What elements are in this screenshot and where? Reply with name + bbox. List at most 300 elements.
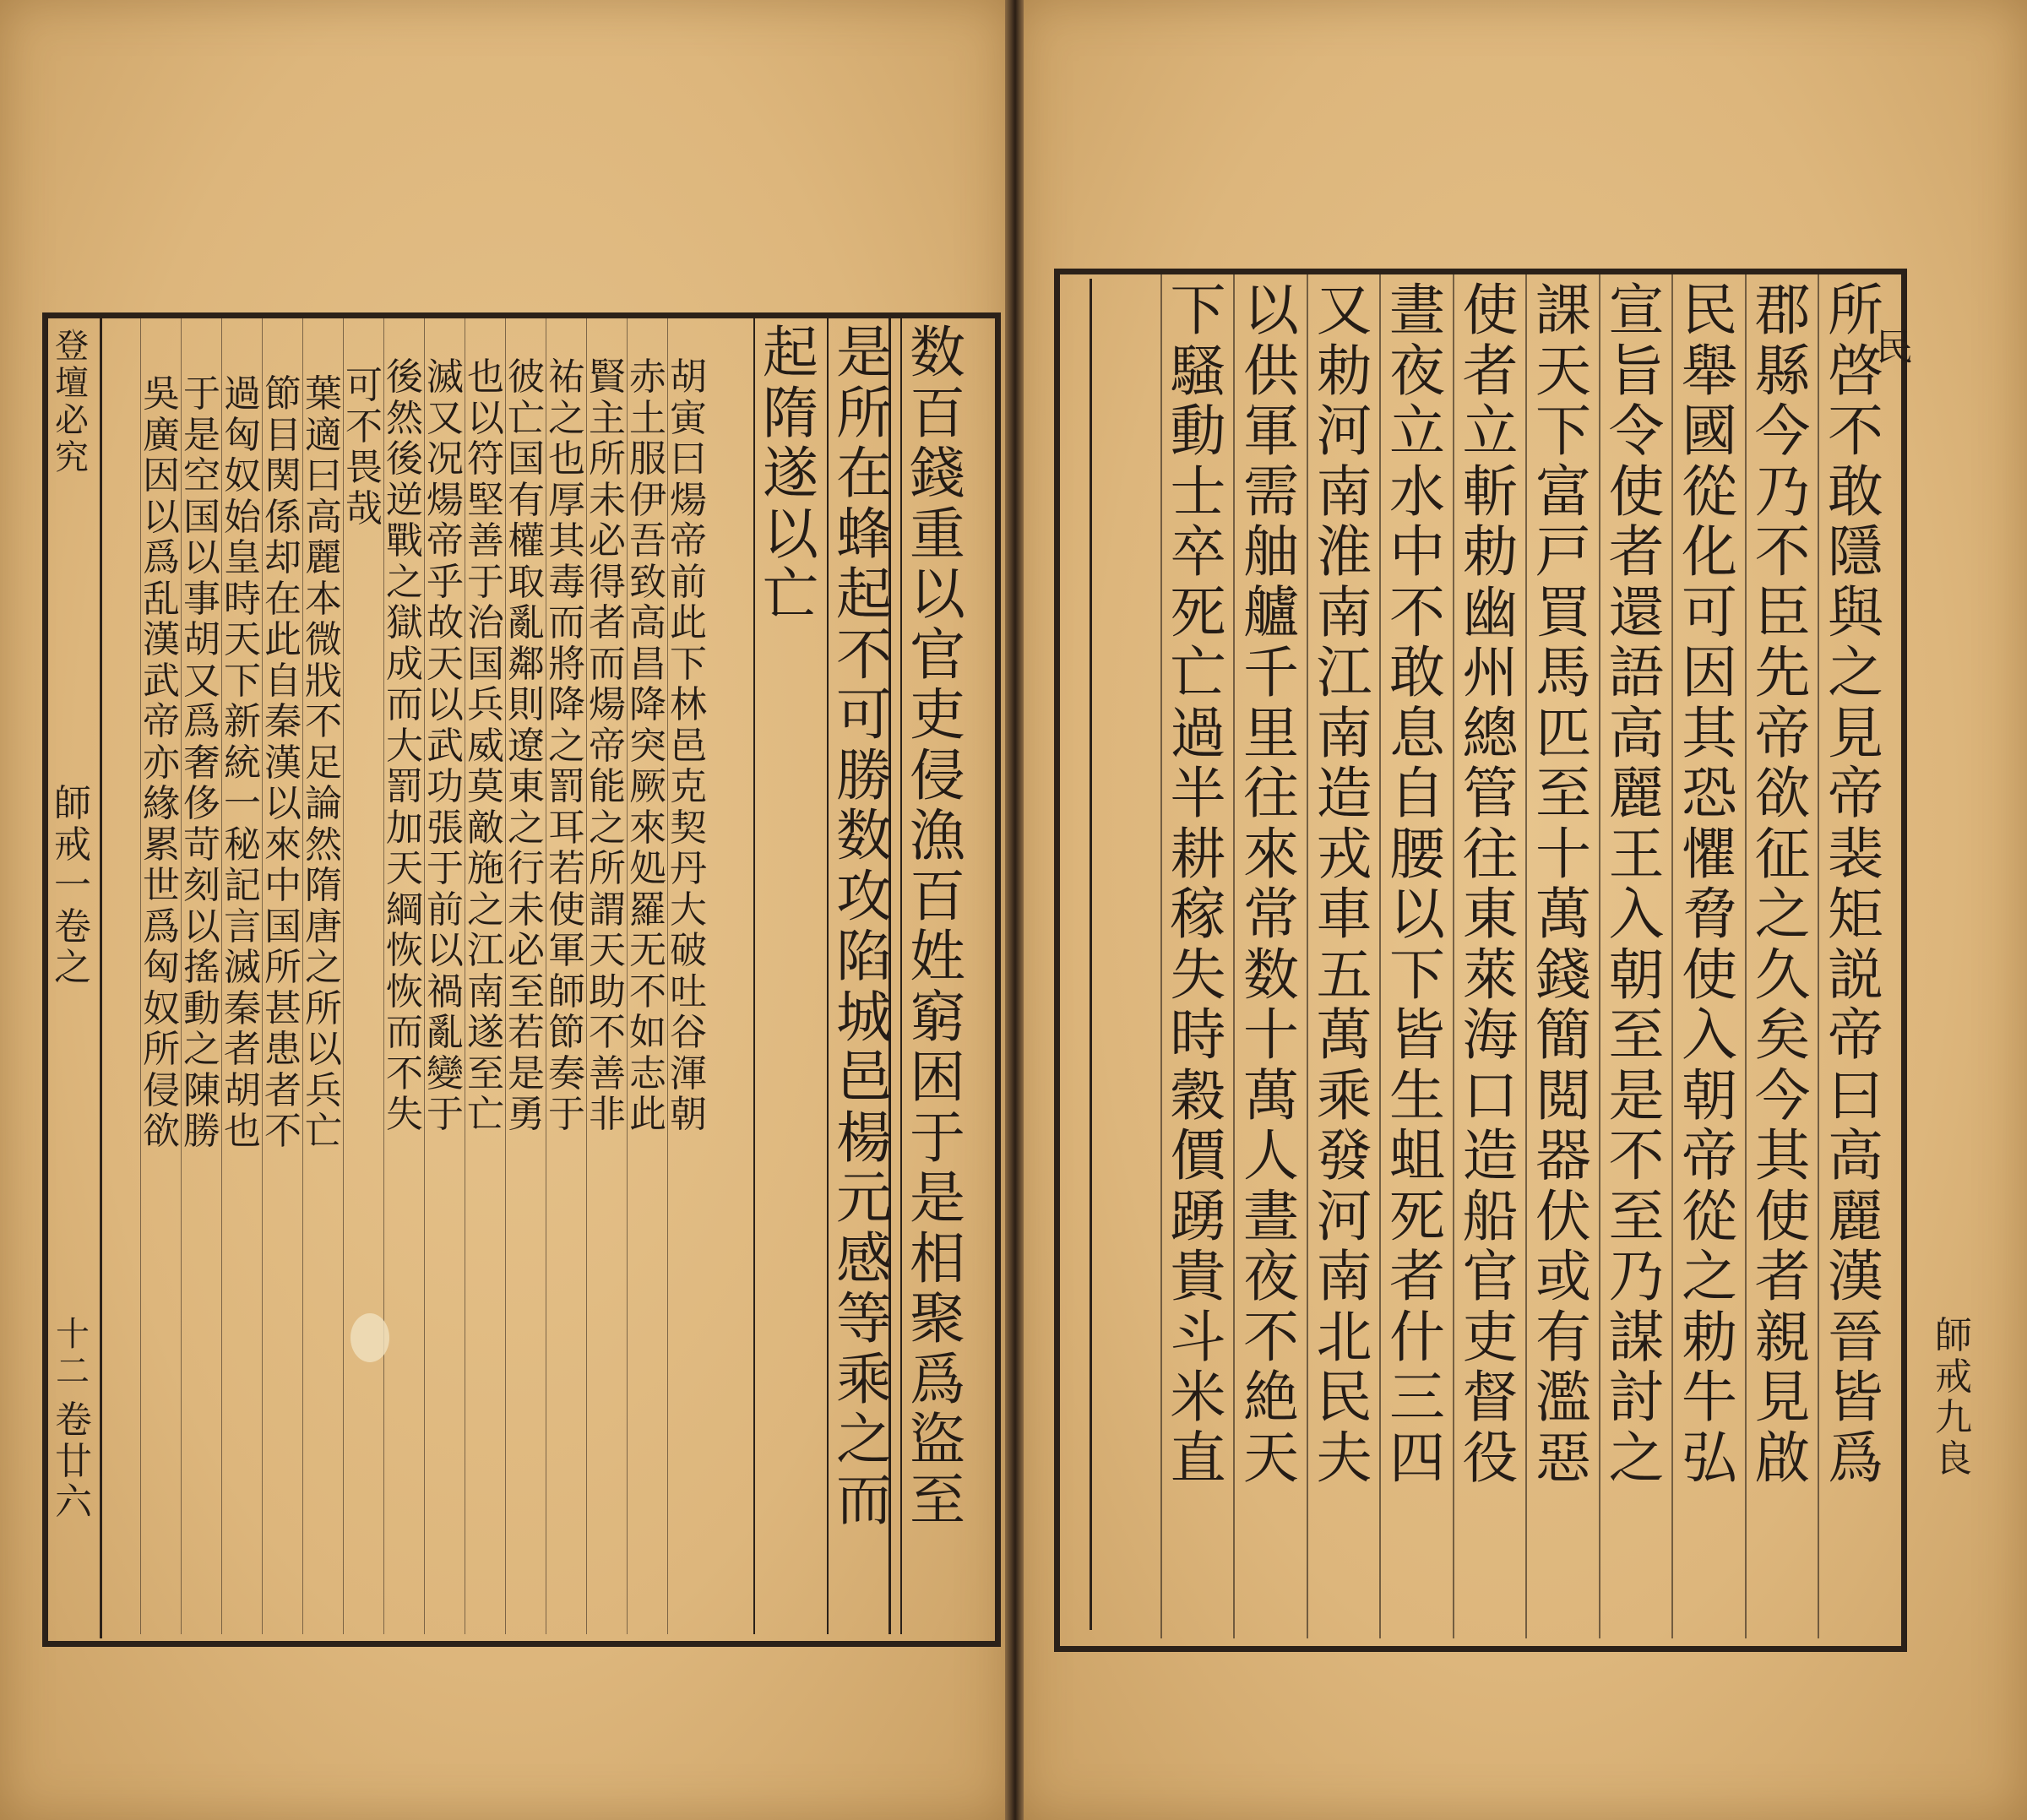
small-char: 况 (427, 437, 464, 481)
right-char: 郡 (1754, 278, 1811, 343)
left-small-column (345, 364, 383, 531)
small-char: 降 (548, 683, 585, 726)
large-char: 等 (836, 1286, 892, 1351)
small-char: 未 (589, 478, 626, 522)
small-char: 赤 (629, 356, 666, 399)
right-char: 敢 (1389, 640, 1445, 705)
right-char: 入 (1608, 882, 1665, 947)
right-char: 人 (1243, 1123, 1299, 1188)
right-char: 舳 (1243, 519, 1299, 584)
small-char: 綱 (386, 888, 423, 932)
small-char: 侈 (183, 782, 220, 825)
right-char: 過 (1170, 700, 1226, 766)
small-char: 国 (467, 642, 504, 686)
right-char: 討 (1608, 1365, 1665, 1430)
large-char: 重 (910, 501, 965, 567)
column-rule (383, 317, 384, 1634)
column-rule (827, 317, 829, 1634)
right-char: 馬 (1535, 640, 1591, 705)
small-char: 因 (143, 454, 180, 497)
small-char: 胡 (224, 1068, 261, 1112)
small-char: 以 (183, 536, 220, 579)
right-char: 其 (1682, 700, 1737, 766)
right-char: 管 (1462, 761, 1519, 826)
subtitle-char: 之 (54, 946, 91, 989)
small-char: 志 (629, 1051, 666, 1095)
small-char: 而 (589, 642, 626, 686)
small-char: 谷 (670, 1011, 707, 1054)
small-char: 亡 (305, 1110, 342, 1153)
small-char: 論 (305, 782, 342, 825)
small-char: 不 (589, 1011, 626, 1054)
right-char: 立 (1462, 399, 1519, 464)
small-char: 施 (467, 847, 504, 890)
large-char: 邑 (836, 1045, 892, 1110)
right-char: 勅 (1316, 338, 1372, 404)
right-char: 絶 (1243, 1365, 1299, 1430)
right-char: 至 (1535, 761, 1591, 826)
right-char: 晝 (1389, 278, 1445, 343)
column-rule (1599, 274, 1600, 1638)
right-char: 十 (1243, 1002, 1299, 1068)
small-char: 武 (427, 724, 464, 768)
small-char: 前 (670, 560, 707, 604)
right-char: 立 (1389, 399, 1445, 464)
book-gutter (1005, 0, 1024, 1820)
right-char: 謀 (1608, 1304, 1665, 1370)
right-char: 戸 (1535, 519, 1591, 584)
small-char: 之 (508, 806, 545, 850)
small-char: 天 (427, 642, 464, 686)
small-char: 天 (589, 929, 626, 972)
right-char: 高 (1828, 1123, 1883, 1188)
small-char: 煬 (427, 478, 464, 522)
small-char: 寅 (670, 396, 707, 440)
right-char: 因 (1682, 640, 1737, 705)
right-char: 閲 (1535, 1062, 1591, 1128)
small-char: 本 (305, 577, 342, 621)
small-char: 至 (508, 970, 545, 1013)
right-char: 南 (1316, 459, 1372, 524)
small-char: 所 (143, 1028, 180, 1071)
small-char: 関 (264, 454, 302, 497)
small-char: 言 (224, 905, 261, 948)
small-char: 以 (467, 396, 504, 440)
small-char: 大 (386, 724, 423, 768)
right-char: 供 (1243, 338, 1299, 404)
right-column (1821, 278, 1890, 1491)
page-number-char: 二 (56, 1352, 90, 1391)
small-char: 師 (548, 970, 585, 1013)
right-char: 勅 (1462, 519, 1519, 584)
right-char: 脅 (1682, 882, 1737, 947)
small-char: 吾 (629, 519, 666, 562)
small-char: 不 (629, 970, 666, 1013)
right-char: 價 (1170, 1123, 1226, 1188)
right-char: 貴 (1170, 1244, 1226, 1309)
small-char: 以 (143, 495, 180, 539)
large-char: 起 (836, 562, 892, 627)
small-char: 必 (508, 929, 545, 972)
small-char: 伊 (629, 478, 666, 522)
small-char: 緣 (143, 782, 180, 825)
small-char: 之 (305, 946, 342, 989)
small-char: 者 (224, 1028, 261, 1071)
small-char: 此 (264, 618, 302, 661)
right-char: 課 (1535, 278, 1591, 343)
small-char: 突 (629, 724, 666, 768)
right-char: 至 (1608, 1183, 1665, 1249)
small-char: 者 (264, 1068, 302, 1112)
right-char: 州 (1462, 640, 1519, 705)
large-char: 聚 (910, 1286, 965, 1351)
right-char: 啓 (1828, 338, 1883, 404)
right-char: 常 (1243, 882, 1299, 947)
small-char: 亡 (508, 396, 545, 440)
small-char: 江 (467, 929, 504, 972)
large-char: 于 (910, 1105, 965, 1171)
large-char: 百 (910, 863, 965, 929)
right-column (1310, 278, 1379, 1491)
page-number (49, 1317, 96, 1392)
small-char: 不 (264, 1110, 302, 1153)
left-small-column (547, 356, 586, 1138)
right-char: 隱 (1828, 519, 1883, 584)
right-char: 生 (1389, 1062, 1445, 1128)
small-char: 亡 (467, 1093, 504, 1136)
right-char: 官 (1462, 1244, 1519, 1309)
small-char: 而 (548, 601, 585, 644)
column-rule (1745, 274, 1747, 1638)
margin-note-char: 戒 (1935, 1355, 1972, 1399)
right-char: 王 (1608, 821, 1665, 887)
right-column (1236, 278, 1306, 1491)
right-char: 北 (1316, 1304, 1372, 1370)
small-char: 匈 (224, 413, 261, 457)
column-rule (1671, 274, 1673, 1638)
small-char: 下 (670, 642, 707, 686)
right-char: 者 (1754, 1244, 1811, 1309)
right-char: 不 (1754, 519, 1811, 584)
margin-note-char: 良 (1935, 1437, 1972, 1480)
column-rule (262, 317, 263, 1634)
left-small-column (264, 372, 302, 1154)
small-char: 張 (427, 806, 464, 850)
right-column (1748, 278, 1818, 1491)
large-char: 亡 (763, 562, 818, 627)
small-char: 胡 (670, 356, 707, 399)
column-rule (900, 317, 902, 1634)
small-char: 事 (183, 577, 220, 621)
right-char: 器 (1535, 1123, 1591, 1188)
right-char: 裴 (1828, 821, 1883, 887)
right-char: 艫 (1243, 579, 1299, 645)
small-char: 善 (467, 519, 504, 562)
small-char: 曰 (305, 454, 342, 497)
left-small-column (223, 372, 262, 1154)
left-small-column (507, 356, 546, 1138)
small-char: 此 (629, 1093, 666, 1136)
small-char: 破 (670, 929, 707, 972)
small-char: 威 (467, 724, 504, 768)
small-char: 吳 (143, 372, 180, 416)
large-char: 困 (910, 1045, 965, 1110)
small-char: 罰 (386, 765, 423, 808)
small-char: 滅 (224, 946, 261, 989)
large-char: 吏 (910, 682, 965, 747)
small-char: 此 (670, 601, 707, 644)
small-char: 皇 (224, 536, 261, 579)
large-char: 盜 (910, 1407, 965, 1472)
right-char: 之 (1682, 1244, 1737, 1309)
right-char: 皆 (1828, 1365, 1883, 1430)
small-char: 功 (427, 765, 464, 808)
small-char: 前 (427, 888, 464, 932)
right-column (1675, 278, 1744, 1491)
column-rule (1307, 274, 1308, 1638)
small-char: 降 (629, 683, 666, 726)
right-char: 旨 (1608, 338, 1665, 404)
right-char: 皆 (1389, 1002, 1445, 1068)
small-char: 于 (548, 1093, 585, 1136)
small-char: 非 (589, 1093, 626, 1136)
right-char: 乃 (1754, 459, 1811, 524)
small-char: 者 (589, 601, 626, 644)
small-char: 刻 (183, 864, 220, 907)
small-char: 以 (305, 1028, 342, 1071)
right-column (1456, 278, 1525, 1491)
right-char: 之 (1754, 882, 1811, 947)
right-char: 牛 (1682, 1365, 1737, 1430)
right-char: 使 (1754, 1183, 1811, 1249)
right-char: 南 (1316, 1244, 1372, 1309)
right-char: 爲 (1828, 1425, 1883, 1491)
right-column (1529, 278, 1598, 1491)
small-char: 漢 (264, 741, 302, 785)
small-char: 不 (305, 700, 342, 743)
small-char: 亂 (427, 1011, 464, 1054)
small-char: 煬 (670, 478, 707, 522)
column-rule (1525, 274, 1527, 1638)
large-char: 百 (910, 380, 965, 446)
small-char: 高 (629, 601, 666, 644)
large-char: 之 (836, 1407, 892, 1472)
small-char: 武 (143, 659, 180, 703)
right-char: 麗 (1828, 1183, 1883, 1249)
small-char: 如 (629, 1011, 666, 1054)
large-char: 相 (910, 1225, 965, 1291)
right-char: 斬 (1462, 459, 1519, 524)
small-char: 帝 (143, 700, 180, 743)
right-char: 直 (1170, 1425, 1226, 1491)
small-char: 契 (670, 806, 707, 850)
large-char: 而 (836, 1467, 892, 1533)
small-char: 吐 (670, 970, 707, 1013)
right-char: 役 (1462, 1425, 1519, 1491)
small-char: 將 (548, 642, 585, 686)
right-char: 帝 (1754, 700, 1811, 766)
right-char: 需 (1243, 459, 1299, 524)
small-char: 胡 (183, 618, 220, 661)
small-char: 欲 (143, 1110, 180, 1153)
small-char: 恢 (386, 970, 423, 1013)
small-char: 兵 (467, 683, 504, 726)
right-char: 簡 (1535, 1002, 1591, 1068)
large-char: 至 (910, 1467, 965, 1533)
right-char: 親 (1754, 1304, 1811, 1370)
large-char: 起 (763, 320, 818, 385)
small-char: 秦 (224, 986, 261, 1030)
small-char: 丹 (670, 847, 707, 890)
subtitle-char: 師 (54, 782, 91, 825)
large-char: 漁 (910, 803, 965, 868)
large-char: 陷 (836, 924, 892, 989)
small-char: 治 (467, 601, 504, 644)
right-char: 夜 (1389, 338, 1445, 404)
left-small-column (669, 356, 708, 1138)
small-char: 以 (264, 782, 302, 825)
right-char: 語 (1608, 640, 1665, 705)
small-char: 來 (629, 806, 666, 850)
right-char: 漢 (1828, 1244, 1883, 1309)
column-rule (586, 317, 587, 1634)
small-char: 加 (386, 806, 423, 850)
small-char: 天 (224, 618, 261, 661)
subtitle-char: 一 (54, 864, 91, 907)
left-small-column (385, 356, 424, 1138)
right-char: 懼 (1682, 821, 1737, 887)
right-char: 騷 (1170, 338, 1226, 404)
left-small-column (628, 356, 667, 1138)
small-char: 羅 (629, 888, 666, 932)
small-char: 奏 (548, 1051, 585, 1095)
right-char: 見 (1828, 700, 1883, 766)
small-char: 下 (224, 659, 261, 703)
right-char: 海 (1462, 1002, 1519, 1068)
small-char: 而 (386, 1011, 423, 1054)
small-char: 奴 (224, 454, 261, 497)
right-char: 造 (1462, 1123, 1519, 1188)
small-char: 爲 (143, 536, 180, 579)
right-char: 或 (1535, 1244, 1591, 1309)
small-char: 符 (467, 437, 504, 481)
column-rule (753, 317, 755, 1634)
right-char: 國 (1682, 399, 1737, 464)
small-char: 克 (670, 765, 707, 808)
large-char: 在 (836, 441, 892, 506)
right-char: 往 (1243, 761, 1299, 826)
small-char: 以 (427, 683, 464, 726)
right-char: 下 (1389, 942, 1445, 1008)
small-char: 是 (508, 1051, 545, 1095)
right-char: 今 (1754, 399, 1811, 464)
small-char: 耳 (548, 806, 585, 850)
small-char: 過 (224, 372, 261, 416)
small-char: 彼 (508, 356, 545, 399)
small-char: 苛 (183, 823, 220, 867)
right-char: 矣 (1754, 1002, 1811, 1068)
left-large-column (904, 320, 971, 1533)
right-char: 至 (1608, 1002, 1665, 1068)
column-rule (1379, 274, 1381, 1638)
column-rule (627, 317, 628, 1634)
right-char: 所 (1828, 278, 1883, 343)
left-small-column (304, 372, 343, 1154)
right-char: 使 (1608, 459, 1665, 524)
right-char: 半 (1170, 761, 1226, 826)
right-char: 敢 (1828, 459, 1883, 524)
right-char: 民 (1682, 278, 1737, 343)
right-char: 與 (1828, 579, 1883, 645)
right-column (1164, 278, 1233, 1491)
right-char: 萬 (1316, 1002, 1372, 1068)
right-char: 以 (1243, 278, 1299, 343)
right-char: 曰 (1828, 1062, 1883, 1128)
small-char: 林 (670, 683, 707, 726)
small-char: 然 (386, 396, 423, 440)
large-char: 以 (763, 501, 818, 567)
right-char: 是 (1608, 1062, 1665, 1128)
small-char: 後 (386, 437, 423, 481)
sub-note-char: 六 (55, 1480, 92, 1524)
small-char: 厥 (629, 765, 666, 808)
right-char: 中 (1389, 519, 1445, 584)
small-char: 之 (467, 888, 504, 932)
right-char: 死 (1170, 579, 1226, 645)
right-char: 先 (1754, 640, 1811, 705)
large-char: 感 (836, 1225, 892, 1291)
small-char: 微 (305, 618, 342, 661)
left-small-column (588, 356, 627, 1138)
right-char: 下 (1535, 399, 1591, 464)
left-small-column (466, 356, 505, 1138)
large-char: 城 (836, 984, 892, 1050)
small-char: 以 (427, 929, 464, 972)
right-char: 自 (1389, 761, 1445, 826)
small-char: 鄰 (508, 642, 545, 686)
small-char: 取 (508, 560, 545, 604)
right-char: 米 (1170, 1365, 1226, 1430)
small-char: 若 (508, 1011, 545, 1054)
column-rule (1233, 274, 1235, 1638)
small-char: 邑 (670, 724, 707, 768)
right-char: 乃 (1608, 1244, 1665, 1309)
right-char: 南 (1316, 700, 1372, 766)
right-char: 其 (1754, 1123, 1811, 1188)
right-char: 耕 (1170, 821, 1226, 887)
right-char: 下 (1170, 278, 1226, 343)
right-char: 可 (1682, 579, 1737, 645)
right-char: 帝 (1828, 1002, 1883, 1068)
right-char: 令 (1608, 399, 1665, 464)
right-char: 今 (1754, 1062, 1811, 1128)
small-char: 秘 (224, 823, 261, 867)
small-char: 所 (589, 437, 626, 481)
right-char: 穀 (1170, 1062, 1226, 1128)
right-char: 卒 (1170, 519, 1226, 584)
left-small-column (142, 372, 181, 1154)
small-char: 乎 (427, 560, 464, 604)
large-char: 勝 (836, 742, 892, 808)
right-char: 戎 (1316, 821, 1372, 887)
right-char: 萊 (1462, 942, 1519, 1008)
right-char: 稼 (1170, 882, 1226, 947)
right-char: 五 (1316, 942, 1372, 1008)
small-char: 不 (345, 405, 383, 448)
small-char: 于 (183, 372, 220, 416)
column-rule (181, 317, 182, 1634)
right-char: 不 (1243, 1304, 1299, 1370)
